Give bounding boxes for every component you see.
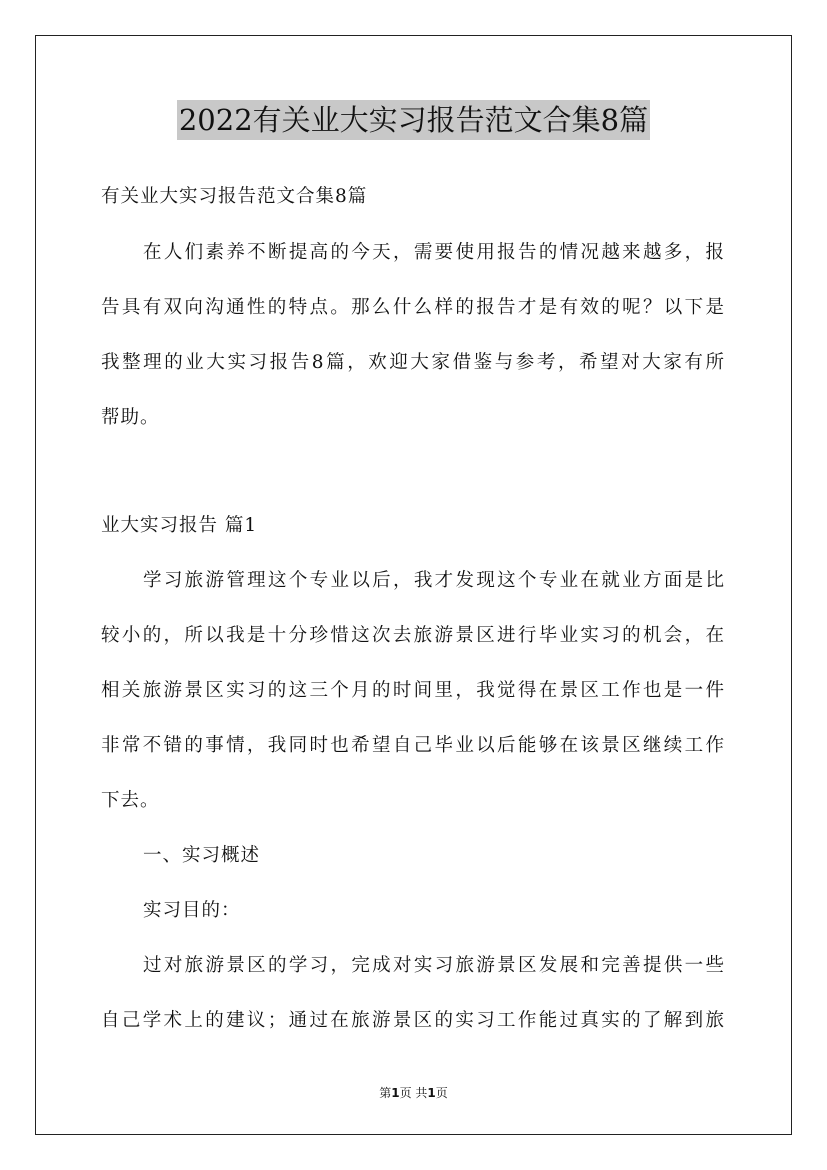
footer-page-prefix: 第 [379,1086,392,1100]
para2-line-1: 过对旅游景区的学习，完成对实习旅游景区发展和完善提供一些 [143,955,725,976]
intro-line-2: 告具有双向沟通性的特点。那么什么样的报告才是有效的呢？以下是 [101,297,725,318]
intro-line-4: 帮助。 [101,407,160,428]
para1-line-3: 相关旅游景区实习的这三个月的时间里，我觉得在景区工作也是一件 [101,680,725,701]
para1-line-1: 学习旅游管理这个专业以后，我才发现这个专业在就业方面是比 [143,570,725,591]
para1-line-5: 下去。 [101,790,160,811]
para1-line-4: 非常不错的事情，我同时也希望自己毕业以后能够在该景区继续工作 [101,735,725,756]
title-container [0,100,827,140]
outline-item-2: 实习目的： [143,900,241,921]
para1-line-2: 较小的，所以我是十分珍惜这次去旅游景区进行毕业实习的机会，在 [101,625,725,646]
document-subtitle: 有关业大实习报告范文合集8篇 [101,186,368,207]
footer-page-mid: 页 共 [399,1086,428,1100]
para2-line-2: 自己学术上的建议；通过在旅游景区的实习工作能过真实的了解到旅 [101,1010,725,1031]
outline-item-1: 一、实习概述 [143,845,261,866]
document-title: 2022有关业大实习报告范文合集8篇 [177,100,650,140]
intro-line-3: 我整理的业大实习报告8篇，欢迎大家借鉴与参考，希望对大家有所 [101,352,725,373]
section-heading: 业大实习报告 篇1 [101,515,258,536]
page-footer [0,1084,827,1101]
footer-page-suffix: 页 [435,1086,448,1100]
intro-line-1: 在人们素养不断提高的今天，需要使用报告的情况越来越多，报 [143,242,725,263]
footer-page-total: 1 [427,1086,436,1100]
footer-page-number: 1 [391,1086,400,1100]
